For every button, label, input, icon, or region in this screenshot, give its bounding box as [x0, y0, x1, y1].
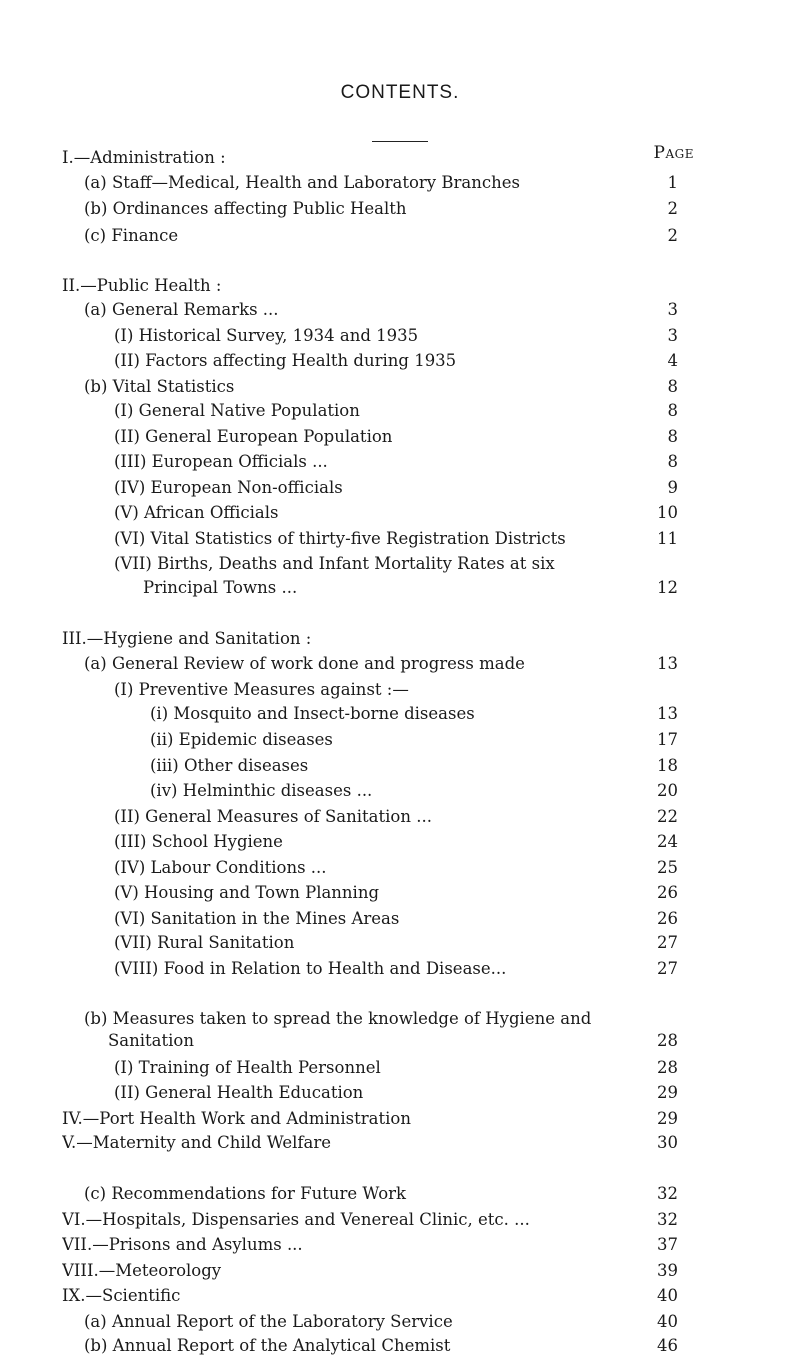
toc-entry-page: 13 [657, 704, 678, 724]
toc-entry-label: (VIII) Food in Relation to Health and Disease... [114, 958, 507, 978]
toc-entry-page: 25 [657, 857, 678, 877]
toc-entry-label: (III) School Hygiene [114, 832, 283, 852]
toc-entry-page: 1 [667, 172, 678, 192]
toc-entry-label: (I) Preventive Measures against :— [114, 679, 409, 699]
toc-entry-label: VIII.—Meteorology [62, 1260, 222, 1280]
toc-entry-label: (a) General Remarks ... [84, 300, 279, 320]
toc-entry-page: 8 [667, 401, 678, 421]
toc-entry-page: 24 [657, 832, 678, 852]
toc-entry-label: (V) Housing and Town Planning [114, 883, 380, 903]
toc-entry-label: (I) General Native Population [114, 401, 360, 421]
toc-entry-page: 8 [667, 376, 678, 396]
toc-entry-page: 28 [657, 1057, 678, 1077]
toc-entry-page: 4 [667, 351, 678, 371]
toc-entry-label: V.—Maternity and Child Welfare [62, 1133, 332, 1153]
toc-entry-page: 37 [657, 1235, 678, 1255]
toc-entry-label: II.—Public Health : [62, 275, 222, 295]
toc-entry-page: 11 [657, 528, 678, 548]
toc-entry-label: IV.—Port Health Work and Administration [62, 1108, 411, 1128]
toc-entry-label: (I) Historical Survey, 1934 and 1935 [114, 325, 419, 345]
toc-entry-page: 40 [657, 1286, 678, 1306]
toc-entry-label: VII.—Prisons and Asylums ... [62, 1235, 303, 1255]
toc-entry-label: (iv) Helminthic diseases ... [150, 781, 373, 801]
toc-entry-page: 46 [657, 1336, 678, 1356]
toc-entry-page: 27 [657, 933, 678, 953]
toc-entry-page: 32 [657, 1184, 678, 1204]
toc-entry-label: Principal Towns ... [143, 577, 298, 597]
toc-entry-label: (i) Mosquito and Insect-borne diseases [150, 704, 475, 724]
toc-entry-label: (III) European Officials ... [114, 452, 328, 472]
contents-title: CONTENTS. [340, 82, 460, 103]
toc-entry-page: 8 [667, 426, 678, 446]
toc-entry-page: 26 [657, 908, 678, 928]
toc-entry-page: 13 [657, 654, 678, 674]
toc-entry-page: 29 [657, 1083, 678, 1103]
toc-entry-label: (a) General Review of work done and progress made [84, 654, 525, 674]
toc-entry-page: 3 [667, 300, 678, 320]
toc-entry-label: (V) African Officials [114, 503, 279, 523]
toc-entry-label: (II) General European Population [114, 426, 393, 446]
toc-entry-page: 2 [667, 225, 678, 245]
toc-entry-page: 40 [657, 1311, 678, 1331]
toc-entry-page: 26 [657, 883, 678, 903]
toc-entry-label: (b) Ordinances affecting Public Health [84, 199, 407, 219]
toc-entry-label: (b) Vital Statistics [84, 376, 235, 396]
toc-entry-label: (b) Annual Report of the Analytical Chemist [84, 1336, 451, 1356]
toc-entry-label: (b) Measures taken to spread the knowledge of Hygiene and [84, 1008, 592, 1028]
toc-entry-page: 3 [667, 325, 678, 345]
toc-entry-page: 2 [667, 199, 678, 219]
toc-entry-label: (a) Staff—Medical, Health and Laboratory Branches [84, 172, 520, 192]
toc-entry-label: (II) Factors affecting Health during 1935 [114, 351, 457, 371]
toc-entry-label: (IV) Labour Conditions ... [114, 857, 327, 877]
toc-entry-label: (c) Recommendations for Future Work [84, 1184, 407, 1204]
toc-entry-page: 29 [657, 1108, 678, 1128]
toc-entry-page: 32 [657, 1209, 678, 1229]
toc-entry-page: 10 [657, 503, 678, 523]
toc-entry-page: 9 [667, 477, 678, 497]
toc-entry-label: (c) Finance [84, 225, 179, 245]
toc-entry-page: 27 [657, 958, 678, 978]
toc-entry-label: (VII) Births, Deaths and Infant Mortality Rates at six [114, 554, 555, 574]
title-rule [372, 141, 428, 142]
toc-entry-label: (I) Training of Health Personnel [114, 1057, 381, 1077]
toc-entry-page: 30 [657, 1133, 678, 1153]
toc-entry-label: IX.—Scientific [62, 1286, 181, 1306]
toc-entry-page: 12 [657, 577, 678, 597]
toc-entry-label: (VI) Sanitation in the Mines Areas [114, 908, 400, 928]
toc-entry-page: 17 [657, 729, 678, 749]
toc-entry-label: (ii) Epidemic diseases [150, 729, 333, 749]
toc-entry-label: (VI) Vital Statistics of thirty-five Registration Districts [114, 528, 566, 548]
toc-entry-label: (iii) Other diseases [150, 755, 309, 775]
toc-entry-label: I.—Administration : [62, 148, 226, 168]
toc-entry-label: III.—Hygiene and Sanitation : [62, 628, 312, 648]
toc-entry-page: 39 [657, 1260, 678, 1280]
toc-entry-label: (VII) Rural Sanitation [114, 933, 295, 953]
toc-entry-page: 8 [667, 452, 678, 472]
toc-entry-label: (II) General Health Education [114, 1083, 364, 1103]
toc-entry-label: (a) Annual Report of the Laboratory Service [84, 1311, 453, 1331]
toc-entry-page: 28 [657, 1031, 678, 1051]
page-column-header: Page [653, 143, 694, 163]
toc-entry-page: 18 [657, 755, 678, 775]
toc-entry-label: Sanitation [108, 1031, 194, 1051]
toc-entry-page: 22 [657, 806, 678, 826]
toc-entry-label: VI.—Hospitals, Dispensaries and Venereal Clinic, etc. ... [62, 1209, 530, 1229]
toc-entry-label: (IV) European Non-officials [114, 477, 343, 497]
toc-entry-page: 20 [657, 781, 678, 801]
toc-entry-label: (II) General Measures of Sanitation ... [114, 806, 432, 826]
